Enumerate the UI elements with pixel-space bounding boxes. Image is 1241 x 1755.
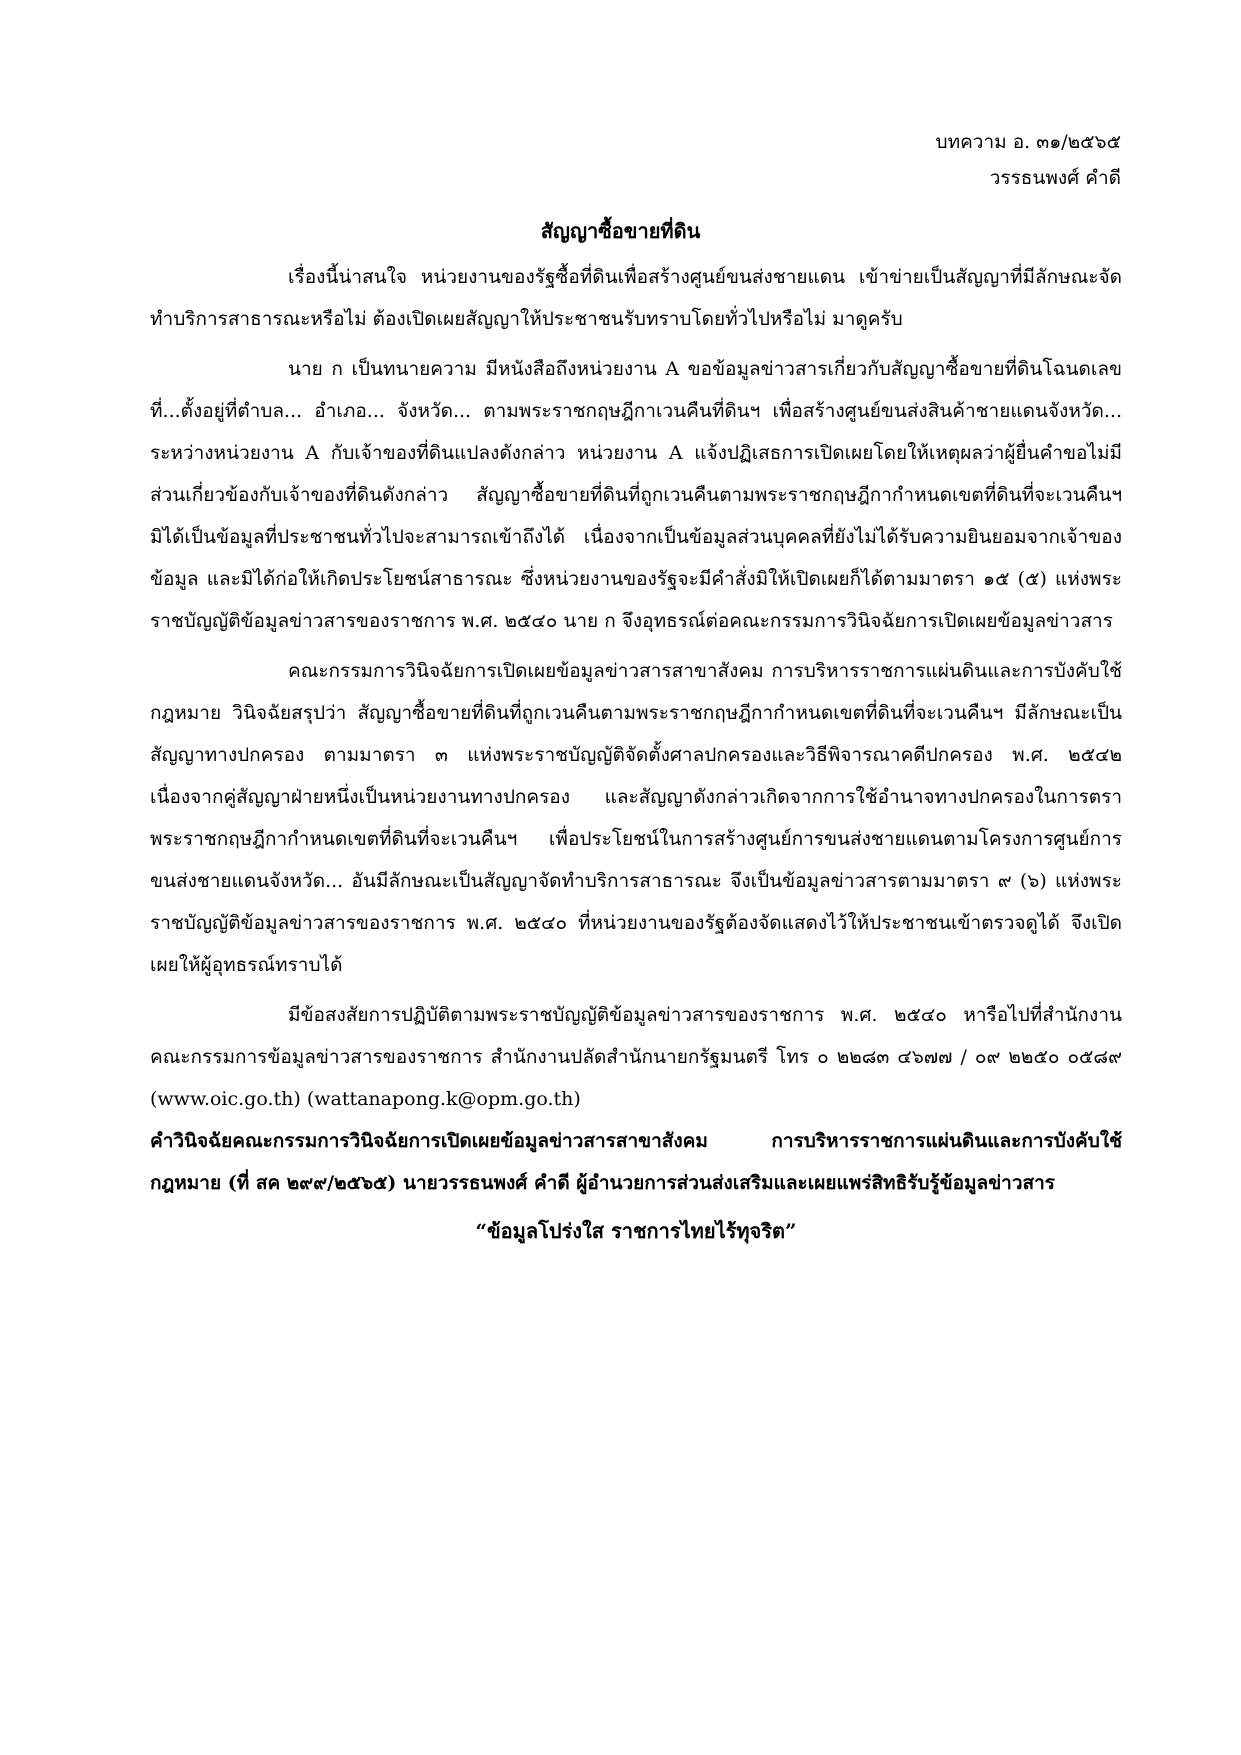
reference-paragraph: คำวินิจฉัยคณะกรรมการวินิจฉัยการเปิดเผยข้อมูลข่าวสารสาขาสังคม การบริหารราชการแผ่นดินและการบังคับใช้กฎหมาย (ที่ สค ๒๙๙/๒๕๖๕) นายวรรธนพงศ์ คำดี ผู้อำนวยการส่วนส่งเสริมและเผยแพร่สิทธิรับรู้ข้อมูลข่าวสาร bbox=[150, 1130, 1122, 1194]
contact-paragraph: มีข้อสงสัยการปฏิบัติตามพระราชบัญญัติข้อมูลข่าวสารของราชการ พ.ศ. ๒๕๔๐ หารือไปที่สำนักงานคณะกรรมการข้อมูลข่าวสารของราชการ สำนักงานปลัดสำนักนายกรัฐมนตรี โทร ๐ ๒๒๘๓ ๔๖๗๗ / ๐๙ ๒๒๕๐ ๐๕๘๙ (www.oic.go.th) (wattanapong.k@opm.go.th) bbox=[150, 1004, 1122, 1110]
document-body bbox=[150, 256, 1122, 1252]
article-header bbox=[936, 124, 1121, 196]
author-name: วรรธนพงศ์ คำดี bbox=[989, 167, 1121, 189]
intro-paragraph: เรื่องนี้น่าสนใจ หน่วยงานของรัฐซื้อที่ดินเพื่อสร้างศูนย์ขนส่งชายแดน เข้าข่ายเป็นสัญญาที่มีลักษณะจัดทำบริการสาธารณะหรือไม่ ต้องเปิดเผยสัญญาให้ประชาชนรับทราบโดยทั่วไปหรือไม่ มาดูครับ bbox=[150, 266, 1122, 330]
ruling-paragraph: คณะกรรมการวินิจฉัยการเปิดเผยข้อมูลข่าวสารสาขาสังคม การบริหารราชการแผ่นดินและการบังคับใช้กฎหมาย วินิจฉัยสรุปว่า สัญญาซื้อขายที่ดินที่ถูกเวนคืนตามพระราชกฤษฎีกากำหนดเขตที่ดินที่จะเวนคืนฯ มีลักษณะเป็นสัญญาทางปกครอง ตามมาตรา ๓ แห่งพระราชบัญญัติจัดตั้งศาลปกครองและวิธีพิจารณาคดีปกครอง พ.ศ. ๒๕๔๒ เนื่องจากคู่สัญญาฝ่ายหนึ่งเป็นหน่วยงานทางปกครอง และสัญญาดังกล่าวเกิดจากการใช้อำนาจทางปกครองในการตราพระราชกฤษฎีกากำหนดเขตที่ดินที่จะเวนคืนฯ เพื่อประโยชน์ในการสร้างศูนย์การขนส่งชายแดนตามโครงการศูนย์การขนส่งชายแดนจังหวัด... อันมีลักษณะเป็นสัญญาจัดทำบริการสาธารณะ จึงเป็นข้อมูลข่าวสารตามมาตรา ๙ (๖) แห่งพระราชบัญญัติข้อมูลข่าวสารของราชการ พ.ศ. ๒๕๔๐ ที่หน่วยงานของรัฐต้องจัดแสดงไว้ให้ประชาชนเข้าตรวจดูได้ จึงเปิดเผยให้ผู้อุทธรณ์ทราบได้ bbox=[150, 660, 1122, 976]
facts-paragraph: นาย ก เป็นทนายความ มีหนังสือถึงหน่วยงาน A ขอข้อมูลข่าวสารเกี่ยวกับสัญญาซื้อขายที่ดินโฉนดเลขที่...ตั้งอยู่ที่ตำบล... อำเภอ... จังหวัด... ตามพระราชกฤษฎีกาเวนคืนที่ดินฯ เพื่อสร้างศูนย์ขนส่งสินค้าชายแดนจังหวัด... ระหว่างหน่วยงาน A กับเจ้าของที่ดินแปลงดังกล่าว หน่วยงาน A แจ้งปฏิเสธการเปิดเผยโดยให้เหตุผลว่าผู้ยื่นคำขอไม่มีส่วนเกี่ยวข้องกับเจ้าของที่ดินดังกล่าว สัญญาซื้อขายที่ดินที่ถูกเวนคืนตามพระราชกฤษฎีกากำหนดเขตที่ดินที่จะเวนคืนฯ มิได้เป็นข้อมูลที่ประชาชนทั่วไปจะสามารถเข้าถึงได้ เนื่องจากเป็นข้อมูลส่วนบุคคลที่ยังไม่ได้รับความยินยอมจากเจ้าของข้อมูล และมิได้ก่อให้เกิดประโยชน์สาธารณะ ซึ่งหน่วยงานของรัฐจะมีคำสั่งมิให้เปิดเผยก็ได้ตามมาตรา ๑๕ (๕) แห่งพระราชบัญญัติข้อมูลข่าวสารของราชการ พ.ศ. ๒๕๔๐ นาย ก จึงอุทธรณ์ต่อคณะกรรมการวินิจฉัยการเปิดเผยข้อมูลข่าวสาร bbox=[150, 358, 1122, 632]
article-number: บทความ อ. ๓๑/๒๕๖๕ bbox=[935, 131, 1121, 153]
document-title: สัญญาซื้อขายที่ดิน bbox=[540, 219, 701, 243]
slogan: “ข้อมูลโปร่งใส ราชการไทยไร้ทุจริต” bbox=[475, 1219, 797, 1243]
